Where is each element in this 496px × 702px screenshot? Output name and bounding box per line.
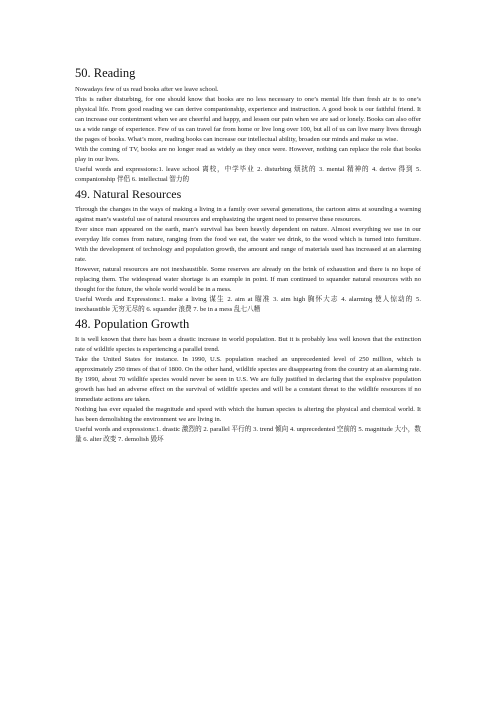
paragraph: With the coming of TV, books are no longer read as widely as they once were. However, nothing can replace the role that books play in our lives.	[75, 146, 421, 163]
section-heading: 50. Reading	[75, 66, 136, 80]
paragraph: However, natural resources are not inexhaustible. Some reserves are already on the brink of exhaustion and there is no hope of replacing them. The widespread water shortage is an example in point. If man continued to squander natural resources with no thought for the future, the whole world would be in a mess.	[75, 266, 421, 293]
section-heading: 48. Population Growth	[75, 317, 190, 331]
paragraph: Nothing has ever equaled the magnitude and speed with which the human species is altering the physical and chemical world. It has been demolishing the environment we are living in.	[75, 406, 421, 423]
section-heading: 49. Natural Resources	[75, 187, 182, 201]
paragraph: This is rather disturbing, for one should know that books are no less necessary to one’s mental life than fresh air is to one’s physical life. From good reading we can derive companionship, experience and instruction. A good book is our faithful friend. It can increase our contentment when we are cheerful and happy, and lessen our pain when we are sad or lonely. Books can also offer us a wide range of experience. Few of us can travel far from home or live long over 100, but all of us can live many lives through the pages of books. What’s more, reading books can increase our intellectual ability, broaden our minds and make us wise.	[75, 96, 421, 143]
paragraph: Take the United States for instance. In 1990, U.S. population reached an unprecedented level of 250 million, which is approximately 250 times of that of 1800. On the other hand, wildlife species are disappearing from the country at an alarming rate. By 1990, about 70 wildlife species would never be seen in U.S. We are fully justified in declaring that the explosive population growth has had an adverse effect on the survival of wildlife species and will be a constant threat to the wildlife resources if no immediate actions are taken.	[75, 356, 421, 403]
section-natural-resources	[75, 187, 421, 315]
section-reading	[75, 66, 421, 185]
paragraph: Ever since man appeared on the earth, man’s survival has been heavily dependent on nature. Almost everything we use in our everyday life comes from nature, ranging from the food we eat, the water we drink, to the wood which is turned into furniture. With the development of technology and population growth, the amount and range of materials used has increased at an alarming rate.	[75, 226, 421, 263]
document-body	[75, 66, 421, 446]
section-population-growth	[75, 317, 421, 445]
vocabulary-list: Useful words and expressions:1. leave school 离校，中学毕业 2. disturbing 烦扰的 3. mental 精神的 4. derive 得到 5. companionship 伴侣 6. intellectual 智力的	[75, 166, 421, 183]
vocabulary-list: Useful Words and Expressions:1. make a living 谋生 2. aim at 瞄准 3. aim high 胸怀大志 4. alarming 使人惊动的 5. inexhaustible 无穷无尽的 6. squander 浪费 7. be in a mess 乱七八糟	[75, 296, 421, 313]
paragraph: Nowadays few of us read books after we leave school.	[75, 86, 219, 93]
vocabulary-list: Useful words and expressions:1. drastic 激烈的 2. parallel 平行的 3. trend 倾向 4. unprecedented 空前的 5. magnitude 大小，数量 6. alter 改变 7. demolish 毁坏	[75, 426, 421, 443]
paragraph: It is well known that there has been a drastic increase in world population. But it is probably less well known that the extinction rate of wildlife species is experiencing a parallel trend.	[75, 336, 421, 353]
paragraph: Through the changes in the ways of making a living in a family over several generations, the cartoon aims at sounding a warning against man’s wasteful use of natural resources and emphasizing the urgent need to preserve these resources.	[75, 206, 421, 223]
